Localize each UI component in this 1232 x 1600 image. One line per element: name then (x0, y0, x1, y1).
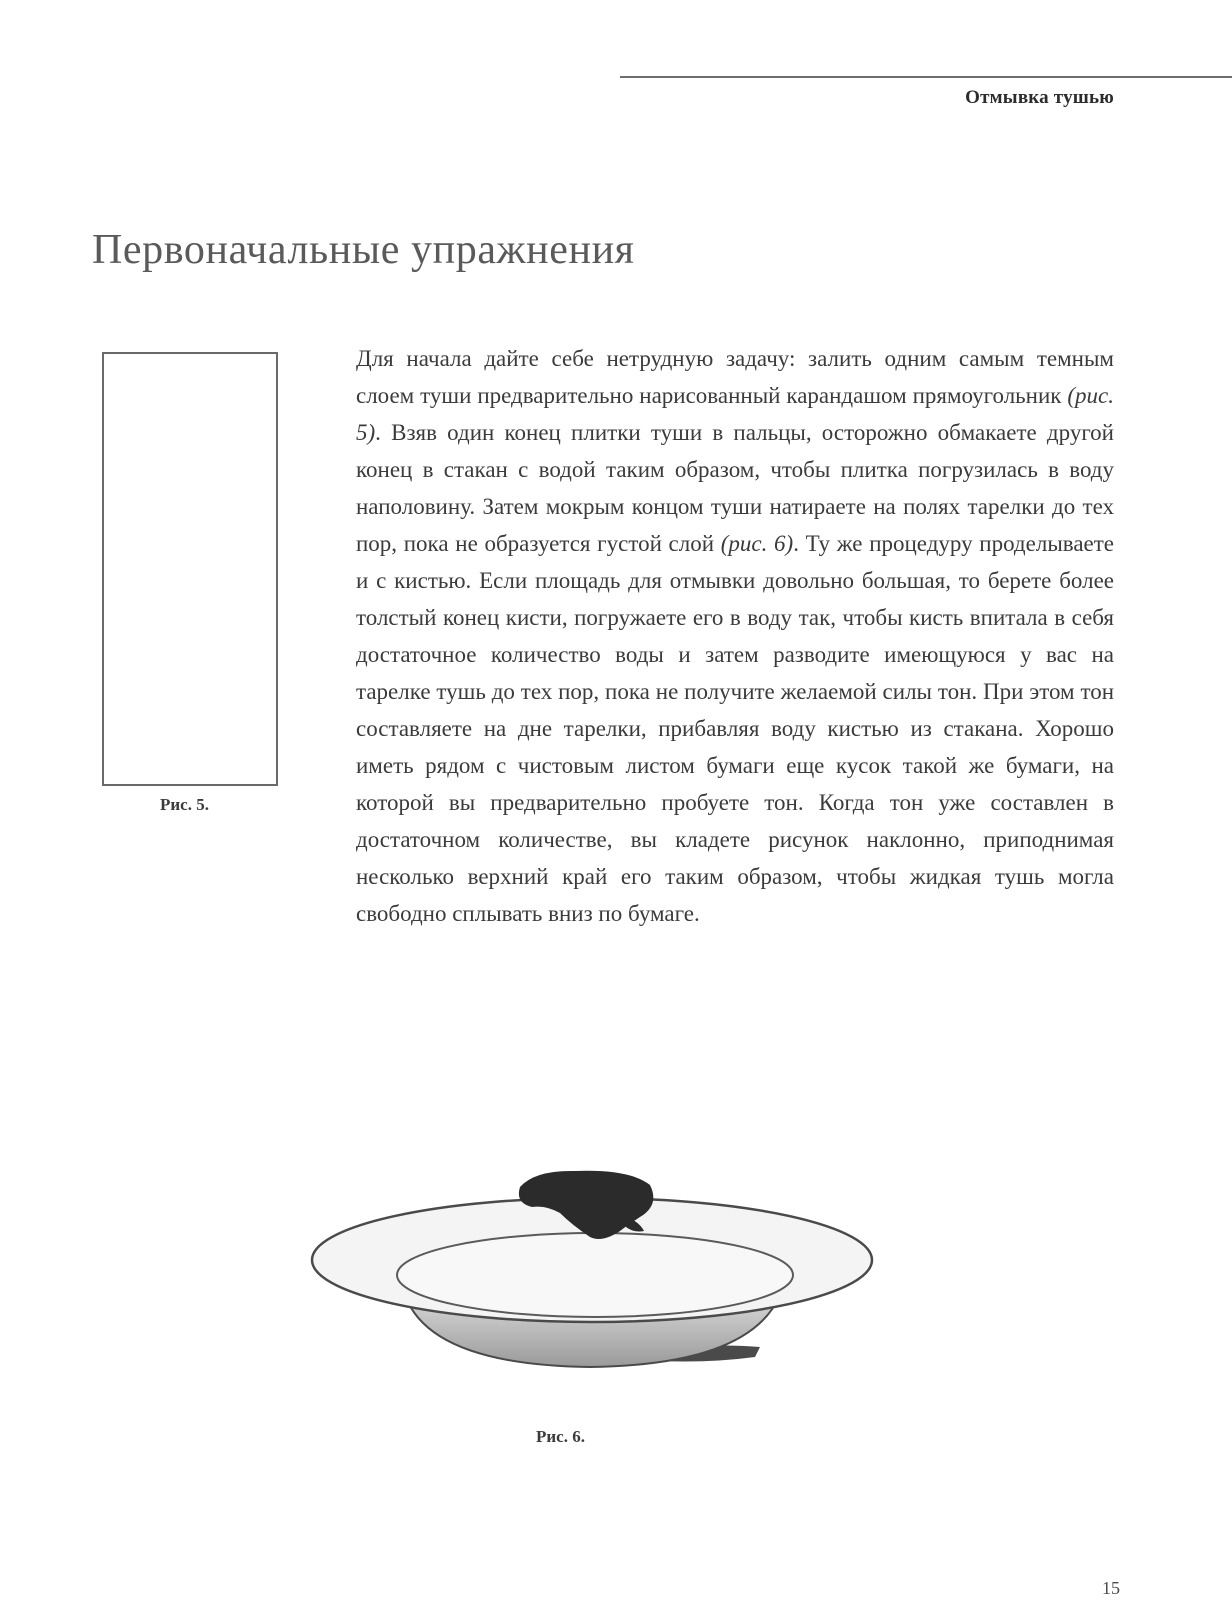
body-text-part-1: Для начала дайте себе нетрудную задачу: залить одним самым темным слоем туши предварительно нарисованный карандашом прямоугольник (356, 346, 1114, 408)
figure-5-caption: Рис. 5. (160, 795, 209, 814)
chapter-title: Первоначальные упражнения (92, 227, 635, 273)
header-rule (620, 76, 1232, 78)
body-text-part-2: . Взяв один конец плитки туши в пальцы, осторожно обмакаете другой конец в стакан с водой таким образом, чтобы плитка погрузилась в воду наполовину. Затем мокрым концом туши натираете на полях тарелки до тех пор, пока не образуется густой слой (356, 420, 1114, 556)
page-number: 15 (1102, 1578, 1120, 1598)
running-head: Отмывка тушью (965, 87, 1114, 108)
body-text-part-3: . Ту же процедуру проделываете и с кистью. Если площадь для отмывки довольно большая, то берете более толстый конец кисти, погружаете его в воду так, чтобы кисть впитала в себя достаточное количество воды и затем разводите имеющуюся у вас на тарелке тушь до тех пор, пока не получите желаемой силы тон. При этом тон составляете на дне тарелки, прибавляя воду кистью из стакана. Хорошо иметь рядом с чистовым листом бумаги еще кусок такой же бумаги, на которой вы предварительно пробуете тон. Когда тон уже составлен в достаточном количестве, вы кладете рисунок наклонно, приподнимая несколько верхний край его таким образом, чтобы жидкая тушь могла свободно сплывать вниз по бумаге. (356, 531, 1115, 926)
figure-reference: (рис. 6) (720, 531, 794, 556)
figure-5-rectangle (102, 352, 278, 786)
figure-reference: (рис. 5) (356, 383, 1114, 445)
plate-illustration (310, 1165, 875, 1385)
figure-6-caption: Рис. 6. (536, 1427, 585, 1446)
body-paragraph (356, 340, 1114, 932)
